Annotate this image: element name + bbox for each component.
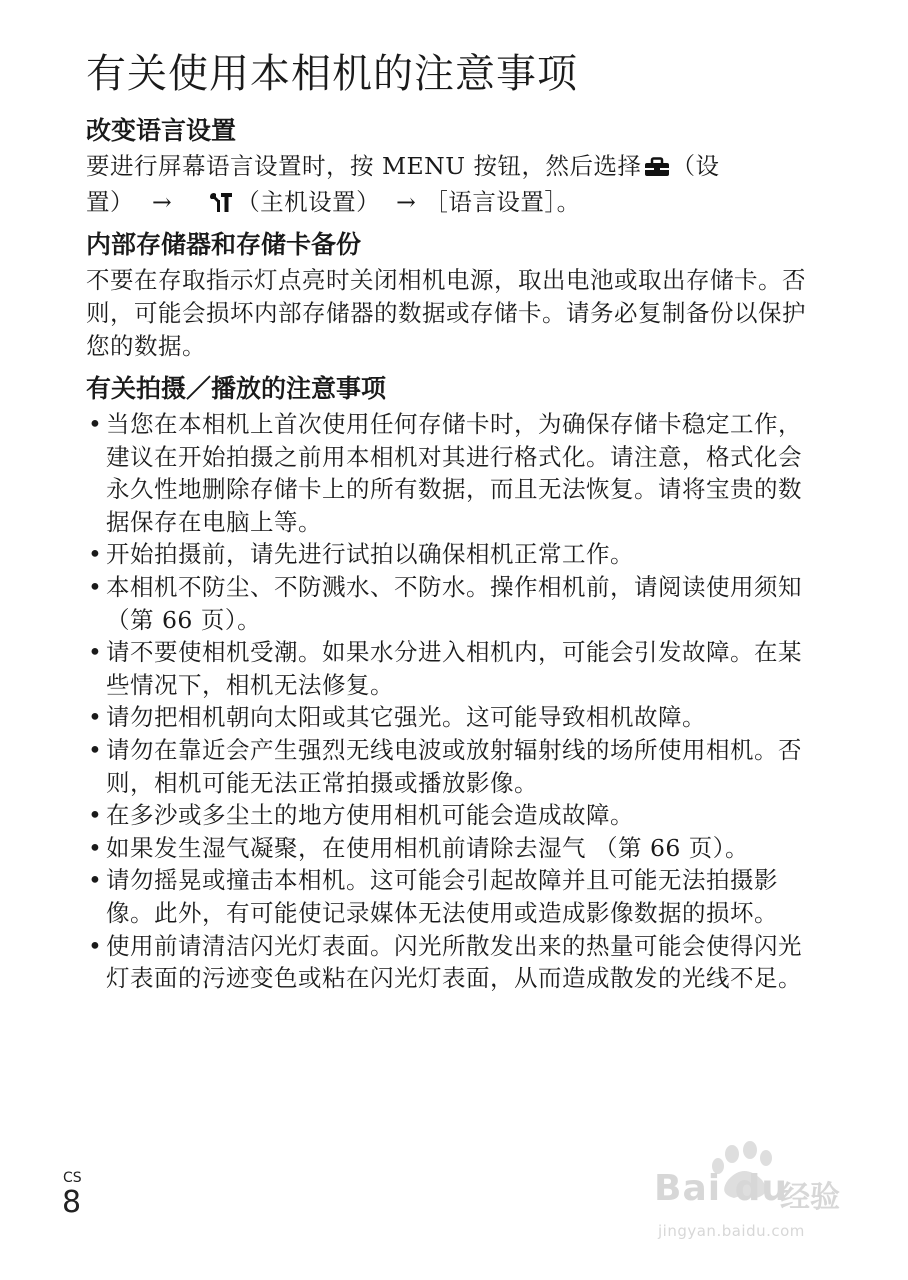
list-item <box>86 930 806 995</box>
list-item-text: 在多沙或多尘土的地方使用相机可能会造成故障。 <box>106 801 634 830</box>
section-heading-backup: 内部存储器和存储卡备份 <box>86 230 362 259</box>
section-shooting <box>86 372 806 995</box>
watermark-brand: Bai du <box>654 1168 789 1209</box>
section-backup <box>86 228 806 363</box>
list-item <box>86 864 806 929</box>
list-item-text: 当您在本相机上首次使用任何存储卡时，为确保存储卡稳定工作，建议在开始拍摄之前用本相机对其进行格式化。请注意，格式化会永久性地删除存储卡上的所有数据，而且无法恢复。请将宝贵的数据保存在电脑上等。 <box>106 410 802 536</box>
list-item <box>86 701 806 734</box>
watermark-url: jingyan.baidu.com <box>658 1222 805 1240</box>
list-item <box>86 832 806 865</box>
bullet: • <box>88 572 103 601</box>
list-item <box>86 571 806 636</box>
bullet: • <box>88 703 103 732</box>
list-item-text: 使用前请清洁闪光灯表面。闪光所散发出来的热量可能会使得闪光灯表面的污迹变色或粘在闪光灯表面，从而造成散发的光线不足。 <box>106 931 802 993</box>
page-title: 有关使用本相机的注意事项 <box>86 51 578 97</box>
list-item-text: 本相机不防尘、不防溅水、不防水。操作相机前，请阅读使用须知 （第 66 页）。 <box>106 572 802 634</box>
section-language <box>86 114 806 222</box>
page-number: 8 <box>62 1185 82 1220</box>
list-item-text: 开始拍摄前，请先进行试拍以确保相机正常工作。 <box>106 540 634 569</box>
list-item <box>86 408 806 538</box>
language-settings-item: ［语言设置］。 <box>424 188 581 216</box>
list-item <box>86 799 806 832</box>
bullet: • <box>88 638 103 667</box>
bullet: • <box>88 735 103 764</box>
list-item-text: 请勿在靠近会产生强烈无线电波或放射辐射线的场所使用相机。否则，相机可能无法正常拍摄或播放影像。 <box>106 735 802 797</box>
bullet: • <box>88 866 103 895</box>
language-line1-tail: （设 <box>671 152 720 180</box>
wrench-screwdriver-icon <box>208 189 234 222</box>
arrow-icon: → <box>151 188 173 216</box>
list-item-text: 请勿摇晃或撞击本相机。这可能会引起故障并且可能无法拍摄影像。此外，有可能使记录媒体无法使用或造成影像数据的损坏。 <box>106 866 778 927</box>
language-main-settings: （主机设置） <box>236 188 381 216</box>
bullet: • <box>88 931 103 960</box>
shooting-notes-list <box>86 408 806 995</box>
list-item-text: 请勿把相机朝向太阳或其它强光。这可能导致相机故障。 <box>106 703 706 732</box>
section-heading-shooting: 有关拍摄／播放的注意事项 <box>86 374 387 403</box>
backup-text: 不要在存取指示灯点亮时关闭相机电源，取出电池或取出存储卡。否则，可能会损坏内部存储器的数据或存储卡。请务必复制备份以保护您的数据。 <box>86 266 806 360</box>
page-footer <box>62 1170 82 1220</box>
list-item-text: 如果发生湿气凝聚，在使用相机前请除去湿气 （第 66 页）。 <box>106 833 750 862</box>
toolbox-icon <box>644 153 670 186</box>
section-heading-language: 改变语言设置 <box>86 116 237 145</box>
baidu-watermark <box>640 1140 870 1250</box>
list-item <box>86 636 806 701</box>
bullet: • <box>88 540 103 569</box>
bullet: • <box>88 410 103 438</box>
list-item <box>86 538 806 571</box>
bullet: • <box>88 801 103 830</box>
language-code: CS <box>63 1170 82 1186</box>
list-item-text: 请不要使相机受潮。如果水分进入相机内，可能会引发故障。在某些情况下，相机无法修复。 <box>106 638 802 699</box>
arrow-icon: → <box>396 188 417 216</box>
bullet: • <box>88 833 103 862</box>
language-line2-text: 置） <box>86 188 134 216</box>
list-item <box>86 734 806 799</box>
watermark-brand-cn: 经验 <box>780 1180 840 1215</box>
language-instructions <box>86 150 806 222</box>
language-line1-text: 要进行屏幕语言设置时，按 MENU 按钮，然后选择 <box>86 152 642 180</box>
